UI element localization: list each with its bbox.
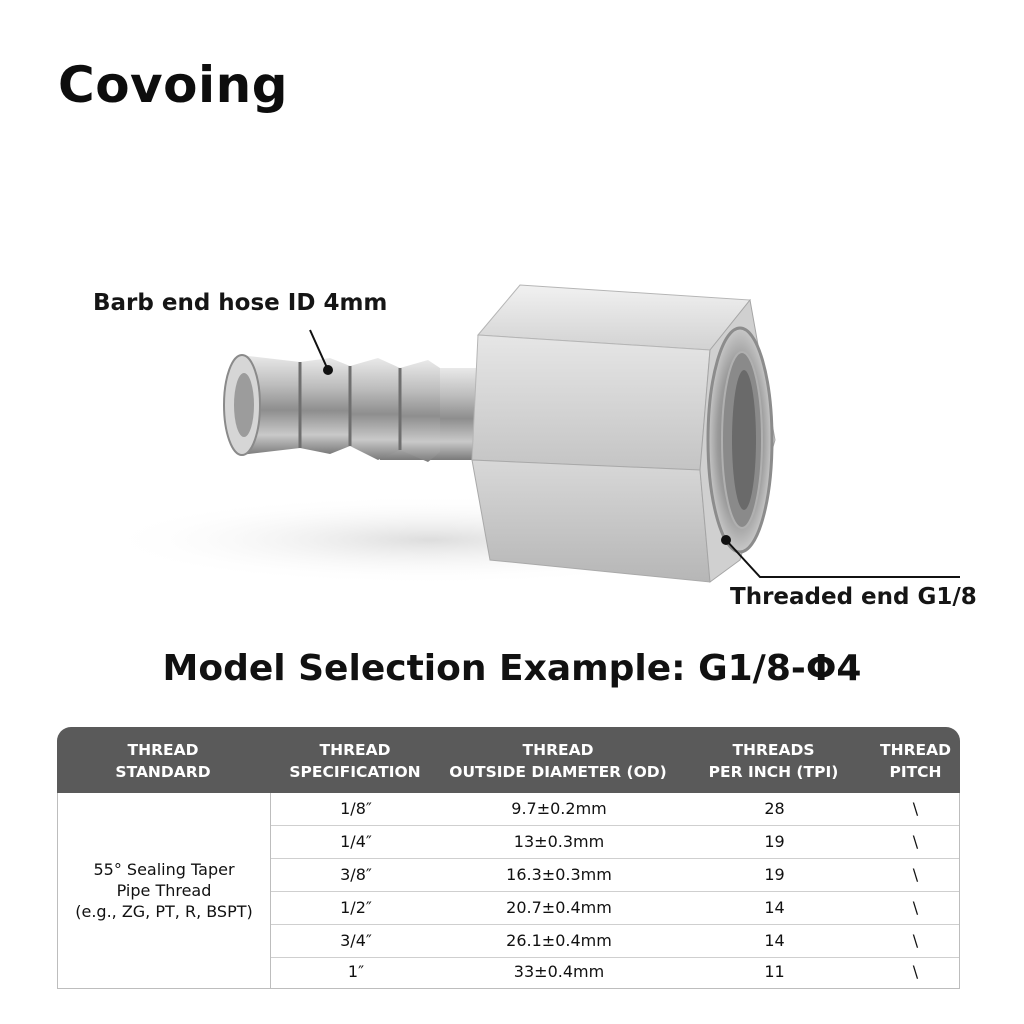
header-outside-diameter: THREAD OUTSIDE DIAMETER (OD) xyxy=(449,741,667,781)
cell-spec: 1/2″ xyxy=(340,898,372,917)
callout-threaded-end: Threaded end G1/8 xyxy=(730,584,977,610)
cell-od: 20.7±0.4mm xyxy=(506,898,612,917)
model-selection-title: Model Selection Example: G1/8-Φ4 xyxy=(162,648,862,689)
header-thread-standard: THREAD STANDARD xyxy=(115,741,211,781)
cell-tpi: 19 xyxy=(764,865,785,884)
table-row xyxy=(271,793,959,826)
cell-od: 33±0.4mm xyxy=(513,962,605,981)
table-row xyxy=(271,925,959,958)
cell-tpi: 11 xyxy=(764,962,785,981)
cell-tpi: 28 xyxy=(764,799,785,818)
cell-tpi: 19 xyxy=(764,832,785,851)
threaded-end xyxy=(708,328,772,552)
cell-pitch: \ xyxy=(912,865,919,884)
table-body xyxy=(57,793,960,989)
header-thread-pitch: THREAD PITCH xyxy=(880,741,951,781)
brand-logo-text: Covoing xyxy=(58,56,289,114)
cell-od: 13±0.3mm xyxy=(513,832,605,851)
header-thread-specification: THREAD SPECIFICATION xyxy=(289,741,421,781)
thread-spec-table xyxy=(57,727,960,989)
cell-spec: 3/4″ xyxy=(340,931,372,950)
cell-spec: 1/8″ xyxy=(340,799,372,818)
table-row xyxy=(271,859,959,892)
cell-od: 9.7±0.2mm xyxy=(511,799,607,818)
table-row xyxy=(271,892,959,925)
cell-od: 16.3±0.3mm xyxy=(506,865,612,884)
header-threads-per-inch: THREADS PER INCH (TPI) xyxy=(708,741,839,781)
cell-pitch: \ xyxy=(912,832,919,851)
table-header xyxy=(57,727,960,793)
cell-spec: 1″ xyxy=(347,962,365,981)
cell-pitch: \ xyxy=(912,799,919,818)
table-row xyxy=(271,826,959,859)
cell-spec: 3/8″ xyxy=(340,865,372,884)
cell-pitch: \ xyxy=(912,898,919,917)
cell-tpi: 14 xyxy=(764,898,785,917)
cell-spec: 1/4″ xyxy=(340,832,372,851)
cell-od: 26.1±0.4mm xyxy=(506,931,612,950)
table-row xyxy=(271,956,959,988)
cell-pitch: \ xyxy=(912,931,919,950)
cell-tpi: 14 xyxy=(764,931,785,950)
cell-pitch: \ xyxy=(912,962,919,981)
thread-standard-cell: 55° Sealing Taper Pipe Thread (e.g., ZG, PT, R, BSPT) xyxy=(58,793,271,988)
callout-barb-end: Barb end hose ID 4mm xyxy=(93,290,388,316)
barb-end xyxy=(224,355,490,462)
